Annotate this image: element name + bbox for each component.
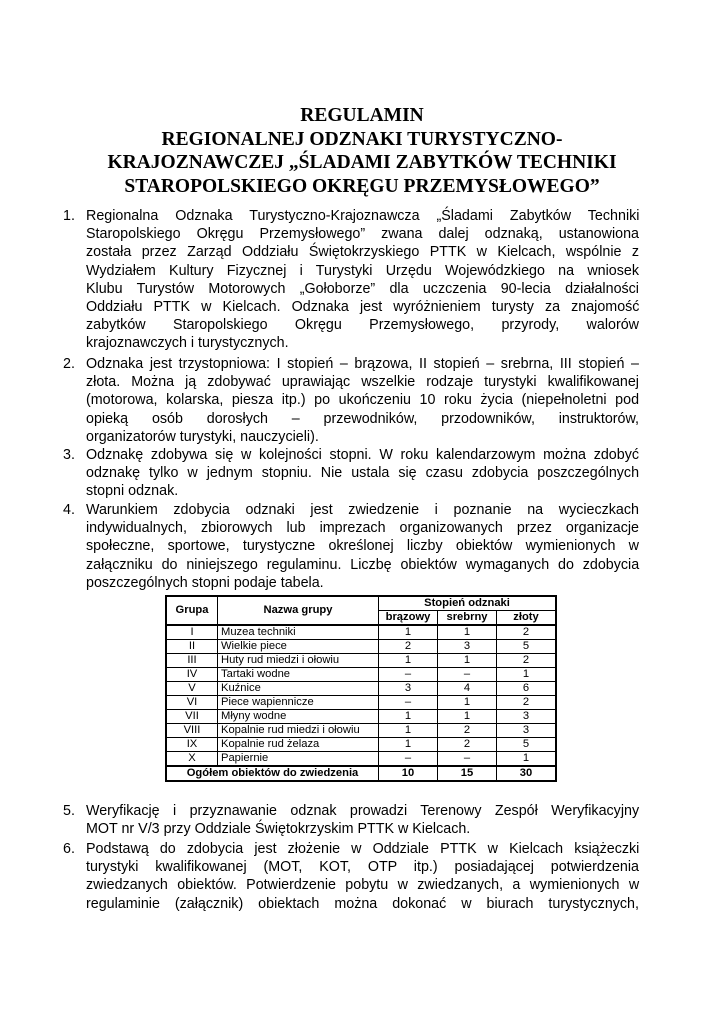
header-bronze: brązowy xyxy=(379,611,438,626)
cell-gold: 3 xyxy=(497,710,557,724)
header-group: Grupa xyxy=(166,596,218,625)
table-row xyxy=(166,625,556,640)
header-gold: złoty xyxy=(497,611,557,626)
item-line: Oddziału PTTK w Kielcach. Odznaka jest wyróżnieniem turysty za znajomość xyxy=(86,299,640,316)
list-item-2 xyxy=(63,355,640,446)
item-number: 6. xyxy=(63,841,75,857)
cell-gold: 2 xyxy=(497,696,557,710)
table-row xyxy=(166,654,556,668)
list-item-3 xyxy=(63,446,640,501)
item-line: załączniku do niniejszego regulaminu. Liczbę obiektów wymaganych do zdobycia xyxy=(86,556,640,573)
title-line: REGIONALNEJ ODZNAKI TURYSTYCZNO- xyxy=(161,128,563,150)
item-line: Wydziałem Kultury Fizycznej i Turystyki Urzędu Wojewódzkiego na wniosek xyxy=(86,262,639,279)
cell-group: II xyxy=(166,640,218,654)
cell-group: X xyxy=(166,752,218,767)
item-line: (motorowa, kolarska, piesza itp.) po ukończeniu 10 roku życia (niepełnoletni pod xyxy=(86,392,640,409)
item-line: Odznaka jest trzystopniowa: I stopień – brązowa, II stopień – srebrna, III stopień – xyxy=(86,356,639,372)
cell-gold: 5 xyxy=(497,738,557,752)
cell-silver: 1 xyxy=(438,696,497,710)
cell-silver: 4 xyxy=(438,682,497,696)
cell-name: Wielkie piece xyxy=(218,640,379,654)
cell-bronze: – xyxy=(379,696,438,710)
total-silver: 15 xyxy=(438,766,497,781)
requirements-table xyxy=(165,595,557,782)
title-line: KRAJOZNAWCZEJ „ŚLADAMI ZABYTKÓW TECHNIKI xyxy=(107,152,617,173)
item-line: Warunkiem zdobycia odznaki jest zwiedzenie i poznanie na wycieczkach xyxy=(86,502,639,518)
cell-bronze: 1 xyxy=(379,654,438,668)
table-total-row xyxy=(166,766,556,781)
item-line: organizatorów turystyki, nauczycieli). xyxy=(86,428,319,445)
item-line: społeczne, sportowe, turystyczne określonej liczby obiektów wymienionych w xyxy=(86,538,639,555)
cell-bronze: 1 xyxy=(379,738,438,752)
cell-gold: 1 xyxy=(497,668,557,682)
table-row xyxy=(166,696,556,710)
header-name: Nazwa grupy xyxy=(218,596,379,625)
item-line: Staropolskiego Okręgu Przemysłowego” zwana dalej odznaką, ustanowiona xyxy=(86,226,639,243)
item-line: Regionalna Odznaka Turystyczno-Krajoznawcza „Śladami Zabytków Techniki xyxy=(86,208,640,224)
item-line: Weryfikację i przyznawanie odznak prowadzi Terenowy Zespół Weryfikacyjny xyxy=(86,803,640,819)
cell-name: Papiernie xyxy=(218,752,379,767)
cell-bronze: – xyxy=(379,668,438,682)
item-number: 4. xyxy=(63,502,75,518)
item-line: opieką osób dorosłych – przewodników, przodowników, instruktorów, xyxy=(86,410,639,427)
cell-group: I xyxy=(166,625,218,640)
item-line: stopni odznak. xyxy=(86,483,179,500)
table-row xyxy=(166,710,556,724)
cell-name: Młyny wodne xyxy=(218,710,379,724)
item-line: zwiedzanych obiektów. Potwierdzenie pobytu w zwiedzanych, a wymienionych w xyxy=(86,877,640,894)
cell-silver: 1 xyxy=(438,654,497,668)
cell-bronze: 1 xyxy=(379,625,438,640)
item-number: 2. xyxy=(63,356,75,372)
item-line: złota. Można ją zdobywać uprawiając wszelkie rodzaje turystyki kwalifikowanej xyxy=(86,374,639,391)
table-row xyxy=(166,724,556,738)
item-number: 3. xyxy=(63,447,75,463)
cell-name: Kopalnie rud żelaza xyxy=(218,738,379,752)
cell-gold: 2 xyxy=(497,625,557,640)
cell-group: IX xyxy=(166,738,218,752)
cell-name: Piece wapiennicze xyxy=(218,696,379,710)
cell-gold: 1 xyxy=(497,752,557,767)
list-item-6 xyxy=(63,840,640,913)
cell-gold: 5 xyxy=(497,640,557,654)
cell-group: VII xyxy=(166,710,218,724)
cell-bronze: 2 xyxy=(379,640,438,654)
item-line: została przez Zarząd Oddziału Świętokrzyskiego PTTK w Kielcach, wspólnie z xyxy=(86,244,640,261)
title-line: REGULAMIN xyxy=(300,105,424,126)
cell-bronze: 1 xyxy=(379,710,438,724)
cell-group: VI xyxy=(166,696,218,710)
cell-group: V xyxy=(166,682,218,696)
cell-gold: 6 xyxy=(497,682,557,696)
list-item-4 xyxy=(63,501,640,592)
cell-group: IV xyxy=(166,668,218,682)
header-degree: Stopień odznaki xyxy=(379,596,557,611)
total-label: Ogółem obiektów do zwiedzenia xyxy=(166,766,379,781)
cell-silver: 1 xyxy=(438,625,497,640)
title-line: STAROPOLSKIEGO OKRĘGU PRZEMYSŁOWEGO” xyxy=(124,175,600,197)
document-title xyxy=(60,104,664,198)
item-number: 5. xyxy=(63,803,75,819)
item-line: poszczególnych stopni podaje tabela. xyxy=(86,574,324,591)
cell-bronze: – xyxy=(379,752,438,767)
cell-group: III xyxy=(166,654,218,668)
cell-name: Kuźnice xyxy=(218,682,379,696)
cell-name: Muzea techniki xyxy=(218,625,379,640)
cell-silver: 2 xyxy=(438,724,497,738)
cell-silver: – xyxy=(438,668,497,682)
table-row xyxy=(166,738,556,752)
item-line: Klubu Turystów Motorowych „Gołoborze” dla uczczenia 90-lecia działalności xyxy=(86,280,639,297)
item-line: zabytków Staropolskiego Okręgu Przemysłowego, przyrody, walorów xyxy=(86,317,639,334)
item-line: Odznakę zdobywa się w kolejności stopni. W roku kalendarzowym można zdobyć xyxy=(86,447,639,463)
item-line: odznakę tylko w jednym stopniu. Nie ustala się czasu zdobycia poszczególnych xyxy=(86,465,640,482)
cell-silver: 3 xyxy=(438,640,497,654)
table-row xyxy=(166,682,556,696)
cell-silver: – xyxy=(438,752,497,767)
item-number: 1. xyxy=(63,208,75,224)
list-item-1 xyxy=(63,207,640,353)
cell-name: Huty rud miedzi i ołowiu xyxy=(218,654,379,668)
item-line: turystyki kwalifikowanej (MOT, KOT, OTP itp.) posiadającej potwierdzenia xyxy=(86,859,639,876)
cell-bronze: 3 xyxy=(379,682,438,696)
total-gold: 30 xyxy=(497,766,557,781)
cell-silver: 2 xyxy=(438,738,497,752)
cell-name: Tartaki wodne xyxy=(218,668,379,682)
header-silver: srebrny xyxy=(438,611,497,626)
table-row xyxy=(166,752,556,767)
list-item-5 xyxy=(63,802,640,838)
table-row xyxy=(166,668,556,682)
item-line: Podstawą do zdobycia jest złożenie w Oddziale PTTK w Kielcach książeczki xyxy=(86,841,640,857)
cell-name: Kopalnie rud miedzi i ołowiu xyxy=(218,724,379,738)
cell-bronze: 1 xyxy=(379,724,438,738)
table-row xyxy=(166,640,556,654)
item-line: indywidualnych, zbiorowych lub imprezach organizowanych przez organizacje xyxy=(86,520,639,537)
cell-silver: 1 xyxy=(438,710,497,724)
item-line: krajoznawczych i turystycznych. xyxy=(86,335,289,352)
item-line: regulaminie (załącznik) obiektach można dokonać w biurach turystycznych, xyxy=(86,895,639,912)
cell-group: VIII xyxy=(166,724,218,738)
cell-gold: 3 xyxy=(497,724,557,738)
total-bronze: 10 xyxy=(379,766,438,781)
item-line: MOT nr V/3 przy Oddziale Świętokrzyskim PTTK w Kielcach. xyxy=(86,821,471,838)
cell-gold: 2 xyxy=(497,654,557,668)
